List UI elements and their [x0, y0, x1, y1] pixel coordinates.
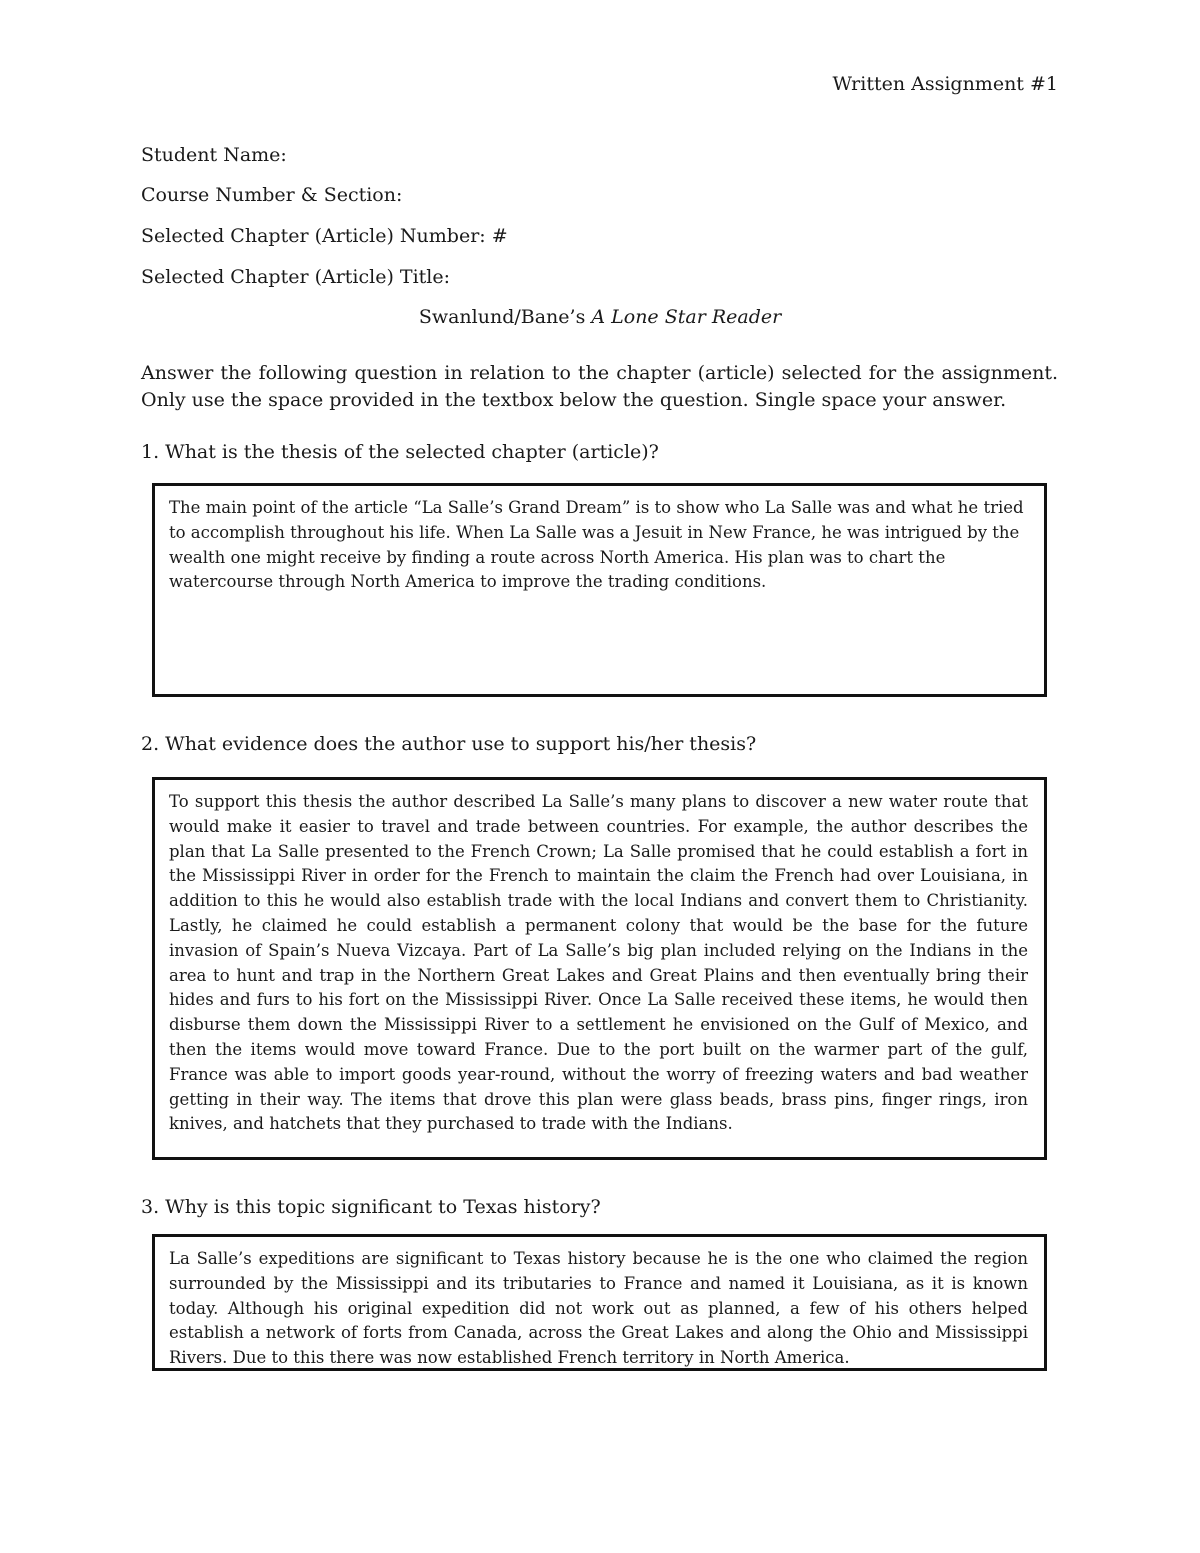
answer-box-3[interactable]: La Salle’s expeditions are significant to Texas history because he is the one who claimed the region surrounded by the Mississippi and its tributaries to France and named it Louisiana, as it is known today. Although his original expedition did not work out as planned, a few of his others helped establish a network of forts from Canada, across the Great Lakes and along the Ohio and Mississippi Rivers. Due to this there was now established French territory in North America.: [152, 1234, 1047, 1371]
assignment-header: Written Assignment #1: [832, 73, 1058, 95]
book-title-italic: A Lone Star Reader: [591, 306, 782, 328]
answer-box-1[interactable]: The main point of the article “La Salle’s Grand Dream” is to show who La Salle was and what he tried to accomplish throughout his life. When La Salle was a Jesuit in New France, he was intrigued by the wealth one might receive by finding a route across North America. His plan was to chart the watercourse through North America to improve the trading conditions.: [152, 483, 1047, 697]
question-3: 3. Why is this topic significant to Texas history?: [141, 1196, 601, 1218]
answer-box-2[interactable]: To support this thesis the author described La Salle’s many plans to discover a new water route that would make it easier to travel and trade between countries. For example, the author describes the plan that La Salle presented to the French Crown; La Salle promised that he could establish a fort in the Mississippi River in order for the French to maintain the claim the French had over Louisiana, in addition to this he would also establish trade with the local Indians and convert them to Christianity. Lastly, he claimed he could establish a permanent colony that would be the base for the future invasion of Spain’s Nueva Vizcaya. Part of La Salle’s big plan included relying on the Indians in the area to hunt and trap in the Northern Great Lakes and Great Plains and then eventually bring their hides and furs to his fort on the Mississippi River. Once La Salle received these items, he would then disburse them down the Mississippi River to a settlement he envisioned on the Gulf of Mexico, and then the items would move toward France. Due to the port built on the warmer part of the gulf, France was able to import goods year-round, without the worry of freezing waters and bad weather getting in their way. The items that drove this plan were glass beads, brass pins, finger rings, iron knives, and hatchets that they purchased to trade with the Indians.: [152, 777, 1047, 1160]
chapter-number-field: Selected Chapter (Article) Number: #: [141, 225, 508, 247]
chapter-title-field: Selected Chapter (Article) Title:: [141, 266, 451, 288]
question-1: 1. What is the thesis of the selected chapter (article)?: [141, 441, 659, 463]
instructions-paragraph: Answer the following question in relation to the chapter (article) selected for the assignment. Only use the space provided in the textbox below the question. Single space your answer.: [141, 362, 1058, 411]
book-title: [0, 306, 1200, 328]
course-field: Course Number & Section:: [141, 184, 403, 206]
question-2: 2. What evidence does the author use to support his/her thesis?: [141, 733, 757, 755]
book-title-prefix: Swanlund/Bane’s: [418, 306, 592, 328]
student-name-field: Student Name:: [141, 144, 287, 166]
